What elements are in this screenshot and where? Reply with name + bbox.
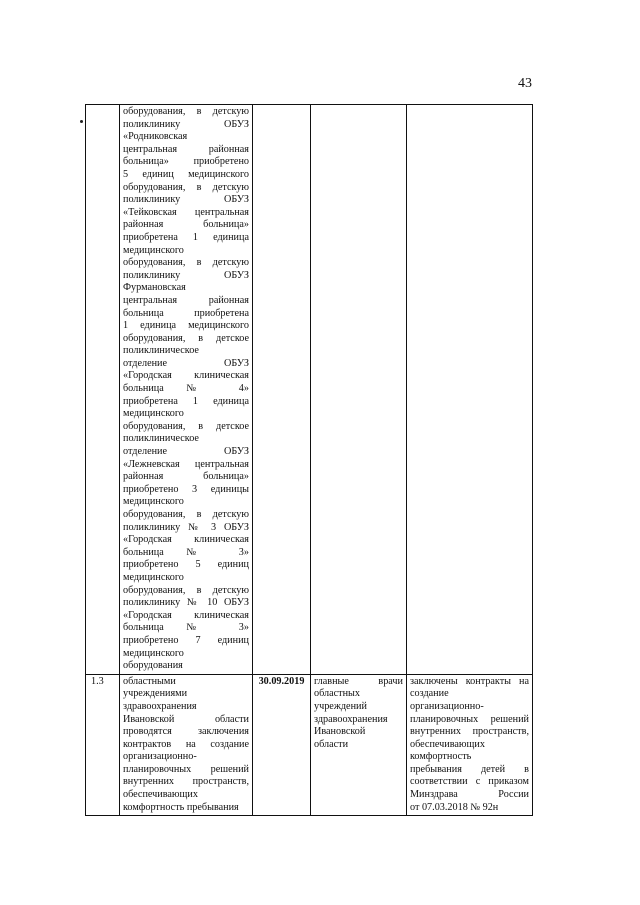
text-line: оборудования, в детское — [123, 420, 249, 432]
cell-responsible — [311, 674, 407, 816]
text-line: Минздрава России — [410, 789, 529, 801]
text-line: поликлинику ОБУЗ — [123, 118, 249, 130]
text-line: внутренних пространств, — [410, 726, 529, 738]
cell-activity — [120, 105, 253, 675]
text-line: организационно- — [410, 700, 484, 712]
text-line: Ивановской области — [123, 713, 249, 725]
text-line: «Городская клиническая — [123, 534, 249, 546]
text-line: обеспечивающих — [123, 789, 198, 801]
text-line: поликлиническое — [123, 433, 199, 445]
cell-result — [407, 674, 533, 816]
text-line: организационно- — [123, 751, 197, 763]
cell-responsible — [311, 105, 407, 675]
text-line: медицинского — [123, 408, 184, 420]
text-line: приобретено 3 единицы — [123, 483, 249, 495]
text-line: здравоохранения — [123, 700, 197, 712]
text-line: обеспечивающих — [410, 738, 485, 750]
text-line: 1 единица медицинского — [123, 320, 249, 332]
text-line: оборудования, в детское — [123, 332, 249, 344]
text-line: больница № 3» — [123, 546, 249, 558]
text-line: больница № 4» — [123, 383, 249, 395]
text-line: приобретена 1 единица — [123, 231, 249, 243]
cell-date — [253, 105, 311, 675]
page-number: 43 — [518, 76, 532, 91]
text-line: области — [314, 738, 349, 750]
text-line: пребывания детей в — [410, 763, 529, 775]
text-line: больница № 3» — [123, 622, 249, 634]
text-line: здравоохранения — [314, 713, 388, 725]
table-row-1-3 — [86, 674, 533, 816]
text-line: отделение ОБУЗ — [123, 446, 249, 458]
cell-number: 1.3 — [86, 674, 120, 816]
text-line: «Городская клиническая — [123, 370, 249, 382]
text-line: поликлинику № 10 ОБУЗ — [123, 597, 249, 609]
text-line: медицинского — [123, 244, 184, 256]
text-line: создание — [410, 688, 449, 700]
text-line: «Родниковская — [123, 131, 188, 143]
text-line: контрактов на создание — [123, 738, 249, 750]
text-line: главные врачи — [314, 675, 403, 687]
text-line: оборудования, в детскую — [123, 181, 249, 193]
text-line: учреждений — [314, 700, 367, 712]
text-line: «Лежневская центральная — [123, 458, 249, 470]
cell-activity — [120, 674, 253, 816]
text-line: медицинского — [123, 647, 184, 659]
text-line: приобретено 7 единиц — [123, 634, 249, 646]
text-line: оборудования, в детскую — [123, 257, 249, 269]
text-line: поликлиническое — [123, 345, 199, 357]
text-line: Фурмановская — [123, 282, 186, 294]
text-line: отделение ОБУЗ — [123, 357, 249, 369]
text-line: комфортность пребывания — [123, 801, 239, 813]
text-line: планировочных решений — [123, 763, 249, 775]
text-line: проводятся заключения — [123, 726, 249, 738]
text-line: центральная районная — [123, 294, 249, 306]
text-line: областных — [314, 688, 360, 700]
cell-result — [407, 105, 533, 675]
text-line: районная больница» — [123, 471, 249, 483]
text-line: оборудования — [123, 660, 183, 672]
text-line: заключены контракты на — [410, 675, 529, 687]
stray-mark — [80, 120, 83, 123]
text-line: приобретено 5 единиц — [123, 559, 249, 571]
text-line: больница приобретена — [123, 307, 249, 319]
text-line: Ивановской — [314, 726, 366, 738]
cell-date: 30.09.2019 — [253, 674, 311, 816]
text-line: «Тейковская центральная — [123, 206, 249, 218]
text-line: соответствии с приказом — [410, 776, 529, 788]
text-line: комфортность — [410, 751, 472, 763]
text-line: учреждениями — [123, 688, 188, 700]
text-line: планировочных решений — [410, 713, 529, 725]
text-line: внутренних пространств, — [123, 776, 249, 788]
table-row-continuation — [86, 105, 533, 675]
text-line: поликлинику № 3 ОБУЗ — [123, 521, 249, 533]
text-line: областными — [123, 675, 176, 687]
text-line: медицинского — [123, 571, 184, 583]
text-line: поликлинику ОБУЗ — [123, 269, 249, 281]
text-line: центральная районная — [123, 143, 249, 155]
text-line: оборудования, в детскую — [123, 509, 249, 520]
text-line: «Городская клиническая — [123, 609, 249, 621]
text-line: оборудования, в детскую — [123, 584, 249, 596]
text-line: районная больница» — [123, 219, 249, 231]
text-line: медицинского — [123, 496, 184, 508]
text-line: 5 единиц медицинского — [123, 168, 249, 180]
cell-number — [86, 105, 120, 675]
text-line: приобретена 1 единица — [123, 395, 249, 407]
text-line: оборудования, в детскую — [123, 106, 249, 117]
text-line: поликлинику ОБУЗ — [123, 194, 249, 206]
text-line: от 07.03.2018 № 92н — [410, 801, 499, 813]
text-line: больница» приобретено — [123, 156, 249, 168]
document-table — [85, 104, 533, 816]
